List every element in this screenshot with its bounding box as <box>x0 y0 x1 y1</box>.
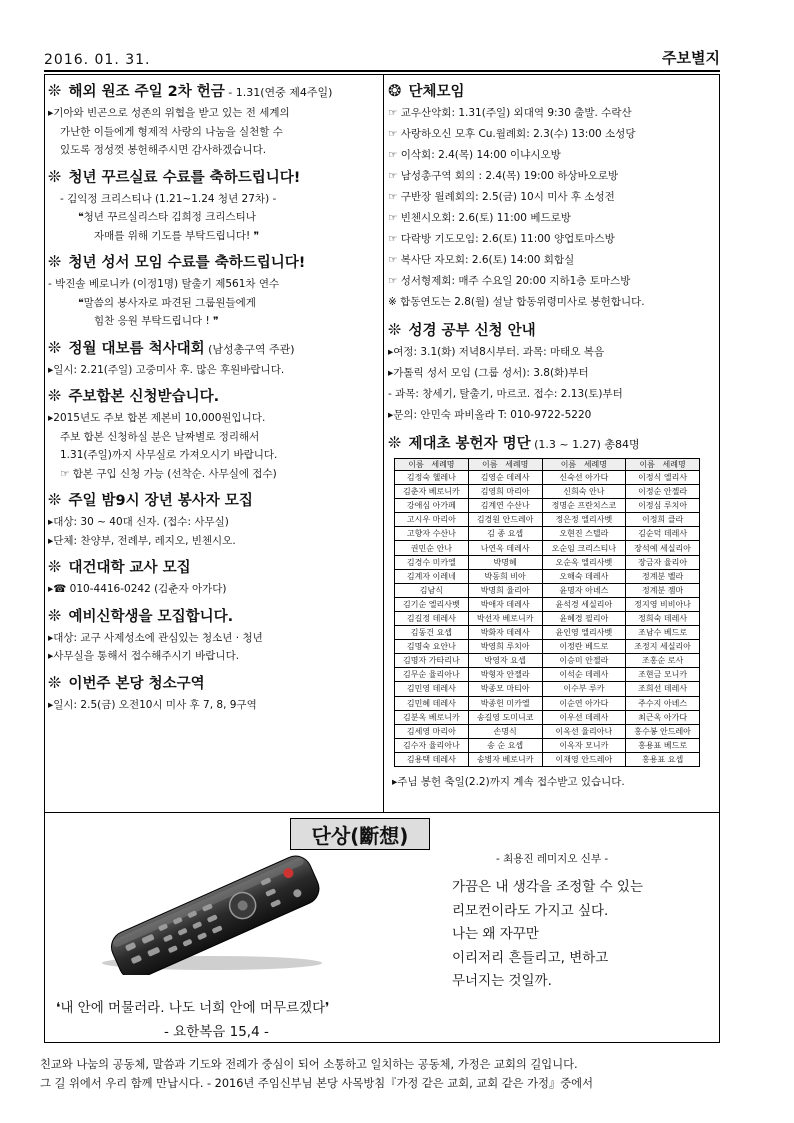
section-line: ❝말씀의 봉사자로 파견된 그룹원들에게 <box>78 296 256 309</box>
table-row <box>395 696 700 710</box>
asterisk-icon: ❊ <box>48 557 62 576</box>
scripture-quote: ❛내 안에 머물러라. 나도 너희 안에 머무르겠다❜ <box>56 1000 330 1016</box>
donor-table-body <box>395 471 700 767</box>
donor-cell: 정지영 비비아나 <box>626 597 700 611</box>
pointing-hand-icon: ☞ <box>388 254 398 266</box>
donor-cell: 김민혜 데레사 <box>395 696 469 710</box>
poem-line: 가끔은 내 생각을 조정할 수 있는 <box>452 879 643 895</box>
section-title: 예비신학생을 모집합니다. <box>68 608 234 625</box>
section-title: 주보합본 신청받습니다. <box>68 389 220 405</box>
group-meeting-item <box>388 124 716 145</box>
donor-cell: 이재영 안드레아 <box>542 752 626 766</box>
poem-line: 이리저리 흔들리고, 변하고 <box>452 949 609 966</box>
table-row <box>395 640 700 654</box>
table-row <box>395 710 700 724</box>
notice-section <box>48 672 378 715</box>
section-line: 주보 합본 신청하실 분은 날짜별로 정리해서 <box>60 430 260 443</box>
donor-cell: 이정식 엘리사 <box>626 471 700 485</box>
donors-title: 제대초 봉헌자 명단 <box>408 436 531 452</box>
section-title: 대건대학 교사 모집 <box>68 560 191 576</box>
donor-cell: 오순임 크리스티나 <box>542 541 626 555</box>
donor-cell: 김명자 가타리나 <box>395 654 469 668</box>
asterisk-icon: ❊ <box>48 605 62 625</box>
group-meeting-item <box>388 103 716 124</box>
group-meeting-text: 이삭회: 2.4(목) 14:00 이냐시오방 <box>400 149 561 161</box>
group-meeting-text: 복사단 자모회: 2.6(토) 14:00 회합실 <box>400 254 575 266</box>
donor-cell: 박애자 데레사 <box>468 597 542 611</box>
section-line: ▸대상: 30 ~ 40대 신자. (접수: 사무실) <box>48 516 229 528</box>
parish-motto <box>40 1055 730 1093</box>
donor-cell: 홍용표 요셉 <box>626 752 700 766</box>
table-row <box>395 668 700 682</box>
asterisk-icon: ❊ <box>48 81 62 100</box>
donor-cell: 이옥선 율리아나 <box>542 724 626 738</box>
donor-cell: 이옥자 모니카 <box>542 738 626 752</box>
donor-cell: 김영희 마리아 <box>468 485 542 499</box>
asterisk-icon: ❊ <box>48 490 62 509</box>
group-meeting-item <box>388 229 716 250</box>
donor-cell: 오현진 스텔라 <box>542 527 626 541</box>
section-subtitle: - 1.31(연중 제4주일) <box>224 86 333 99</box>
groups-list <box>388 103 716 313</box>
table-row <box>395 724 700 738</box>
table-row <box>395 569 700 583</box>
section-line: ▸2015년도 주보 합본 제본비 10,000원입니다. <box>48 412 266 424</box>
bible-study-item: ▸여정: 3.1(화) 저녁8시부터. 과목: 마태오 복음 <box>388 346 605 358</box>
motto-line-1: 친교와 나눔의 공동체, 말씀과 기도와 전례가 중심이 되어 소통하고 일치하는 공동체, 가정은 교회의 길입니다. <box>40 1058 578 1071</box>
donor-cell: 신희숙 안나 <box>542 485 626 499</box>
notice-section <box>48 337 378 380</box>
donor-cell: 오해숙 데레사 <box>542 569 626 583</box>
donor-cell: 김정숙 헬레나 <box>395 471 469 485</box>
table-row <box>395 611 700 625</box>
donor-cell: 박화자 데레사 <box>468 626 542 640</box>
donors-note: ▸주님 봉헌 축일(2.2)까지 계속 접수받고 있습니다. <box>392 775 625 788</box>
donor-cell: 정계분 젬마 <box>626 583 700 597</box>
table-row <box>395 513 700 527</box>
asterisk-icon: ❊ <box>388 320 402 339</box>
section-line: ▸기아와 빈곤으로 성존의 위협을 받고 있는 전 세계의 <box>48 107 290 119</box>
pointing-hand-icon: ☞ <box>388 233 398 245</box>
section-subtitle: (남성총구역 주관) <box>204 342 295 356</box>
table-row <box>395 752 700 766</box>
donor-cell: 나연옥 데레사 <box>468 541 542 555</box>
group-meeting-item <box>388 292 716 313</box>
donor-cell: 주수지 아녜스 <box>626 696 700 710</box>
donor-cell: 김계연 수산나 <box>468 499 542 513</box>
donor-cell: 박영자 요셉 <box>468 654 542 668</box>
table-row <box>395 541 700 555</box>
group-meeting-item <box>388 208 716 229</box>
notice-section <box>48 605 378 666</box>
section-line: ▸☎ 010-4416-0242 (김춘자 아가다) <box>48 583 227 595</box>
donor-cell: 강애심 아가페 <box>395 499 469 513</box>
donor-cell: 이수부 루카 <box>542 682 626 696</box>
table-row <box>395 555 700 569</box>
groups-icon: ❂ <box>388 81 402 100</box>
donor-cell: 송 순 요셉 <box>468 738 542 752</box>
donor-cell: 정계분 벨라 <box>626 569 700 583</box>
donor-cell: 조희선 데레사 <box>626 682 700 696</box>
group-meeting-text: 성서형제회: 매주 수요일 20:00 지하1층 토마스방 <box>400 275 631 287</box>
section-line: 1.31(주일)까지 사무실로 가져오시기 바랍니다. <box>60 449 278 461</box>
issue-date: 2016. 01. 31. <box>44 52 151 68</box>
section-line: ❝청년 꾸르실리스타 김희정 크리스티나 <box>78 211 256 223</box>
section-line: - 박진솔 베로니카 (이정1명) 탈출기 제561차 연수 <box>48 278 280 290</box>
donor-column-header: 이름 세례명 <box>626 459 700 471</box>
donor-cell: 김춘자 베로니카 <box>395 485 469 499</box>
section-title: 정월 대보름 척사대회 <box>68 340 205 357</box>
section-title: 청년 성서 모임 수료를 축하드립니다! <box>68 255 306 271</box>
donor-cell: 권민순 안나 <box>395 541 469 555</box>
remote-control-image <box>94 845 334 975</box>
asterisk-icon: ❊ <box>388 433 402 452</box>
section-line: - 김익정 크리스티나 (1.21~1.24 청년 27차) - <box>60 192 277 205</box>
donor-cell: 김경원 안드레아 <box>468 513 542 527</box>
section-line: ▸일시: 2.5(금) 오전10시 미사 후 7, 8, 9구역 <box>48 698 257 711</box>
section-line: ▸단체: 찬양부, 전례부, 레지오, 빈첸시오. <box>48 534 236 547</box>
donor-cell: 김경수 미카엘 <box>395 555 469 569</box>
donor-cell: 윤명자 아녜스 <box>542 583 626 597</box>
section-line: 자매를 위해 기도를 부탁드립니다! ❞ <box>94 229 260 242</box>
meditation-author: - 최용진 레미지오 신부 - <box>496 853 609 865</box>
group-meeting-item <box>388 250 716 271</box>
motto-line-2: 그 길 위에서 우리 함께 만납시다. - 2016년 주임신부님 본당 사목방침『가정 같은 교회, 교회 같은 가정』중에서 <box>40 1077 593 1090</box>
donor-cell: 고향자 수산나 <box>395 527 469 541</box>
donor-cell: 박동희 비아 <box>468 569 542 583</box>
donor-cell: 이정란 베드로 <box>542 640 626 654</box>
groups-title: 단체모임 <box>408 84 465 100</box>
donor-cell: 박종모 마티아 <box>468 682 542 696</box>
donor-cell: 홍용표 베드로 <box>626 738 700 752</box>
bible-study-item: - 과목: 창세기, 탈출기, 마르코. 접수: 2.13(토)부터 <box>388 388 623 400</box>
pointing-hand-icon: ☞ <box>388 107 398 119</box>
donor-cell: 김분옥 베로니카 <box>395 710 469 724</box>
donor-cell: 박형자 안젤라 <box>468 668 542 682</box>
asterisk-icon: ❊ <box>48 337 62 357</box>
group-meeting-text: 교우산악회: 1.31(주일) 외대역 9:30 출발. 수락산 <box>400 107 632 119</box>
donor-cell: 박선자 베로니카 <box>468 611 542 625</box>
donor-cell: 홍수봉 안드레아 <box>626 724 700 738</box>
donor-table <box>394 458 700 767</box>
donor-cell: 조남수 베드로 <box>626 626 700 640</box>
group-meeting-text: 구반장 월례회의: 2.5(금) 10시 미사 후 소성전 <box>400 191 615 203</box>
donor-cell: 송병자 베로니카 <box>468 752 542 766</box>
pointing-hand-icon: ☞ <box>388 275 398 287</box>
table-row <box>395 738 700 752</box>
donor-cell: 이우선 데레사 <box>542 710 626 724</box>
donor-cell: 정희숙 데레사 <box>626 611 700 625</box>
pointing-hand-icon: ☞ <box>388 191 398 203</box>
group-meeting-item <box>388 271 716 292</box>
donor-cell: 장석예 세실리아 <box>626 541 700 555</box>
donor-cell: 김용택 데레사 <box>395 752 469 766</box>
bible-title: 성경 공부 신청 안내 <box>408 323 536 339</box>
notice-section <box>48 385 378 483</box>
group-meeting-item <box>388 145 716 166</box>
donor-cell: 이정심 루치아 <box>626 499 700 513</box>
table-row <box>395 527 700 541</box>
poem-line: 나는 왜 자꾸만 <box>452 926 539 942</box>
publication-title: 주보별지 <box>662 49 720 67</box>
donor-cell: 정은정 엘리사벳 <box>542 513 626 527</box>
donor-cell: 김계자 이레네 <box>395 569 469 583</box>
scripture-reference: - 요한복음 15,4 - <box>164 1024 269 1040</box>
donor-cell: 김순덕 데레사 <box>626 527 700 541</box>
table-row <box>395 471 700 485</box>
section-line: ☞ 합본 구입 신청 가능 (선착순. 사무실에 접수) <box>60 467 277 480</box>
donor-cell: 손명식 <box>468 724 542 738</box>
section-title: 해외 원조 주일 2차 헌금 <box>68 84 225 100</box>
meditation-title-text: 단상(斷想) <box>311 823 409 848</box>
donor-cell: 장금자 율리아 <box>626 555 700 569</box>
donor-cell: 윤석경 세실리아 <box>542 597 626 611</box>
section-line: 있도록 정성껏 봉헌해주시면 감사하겠습니다. <box>60 144 267 156</box>
donor-cell: 김민영 데레사 <box>395 682 469 696</box>
donor-cell: 김 종 요셉 <box>468 527 542 541</box>
donor-cell: 김세영 마리아 <box>395 724 469 738</box>
section-line: 힘찬 응원 부탁드립니다 ! ❞ <box>94 315 219 327</box>
donor-cell: 이석순 데레사 <box>542 668 626 682</box>
donor-cell: 김수자 율리아나 <box>395 738 469 752</box>
donor-cell: 이승미 안젤라 <box>542 654 626 668</box>
section-title: 청년 꾸르실료 수료를 축하드립니다! <box>68 169 301 186</box>
donor-cell: 조현금 모니카 <box>626 668 700 682</box>
left-column <box>48 80 378 720</box>
section-line: ▸사무실을 통해서 접수해주시기 바랍니다. <box>48 650 240 662</box>
poem-line: 리모컨이라도 가지고 싶다. <box>452 902 609 919</box>
group-meeting-text: 빈첸시오회: 2.6(토) 11:00 베드로방 <box>400 212 571 224</box>
donor-cell: 정명순 프란치스코 <box>542 499 626 513</box>
pointing-hand-icon: ☞ <box>388 212 398 224</box>
donor-cell: 윤혜경 필리아 <box>542 611 626 625</box>
donor-cell: 김동건 요셉 <box>395 626 469 640</box>
group-meeting-text: 남성총구역 회의 : 2.4(목) 19:00 하상바오로방 <box>400 170 619 182</box>
donor-cell: 박명혜 <box>468 555 542 569</box>
pointing-hand-icon: ☞ <box>388 149 398 161</box>
donor-cell: 고시우 마리아 <box>395 513 469 527</box>
table-row <box>395 597 700 611</box>
table-row <box>395 626 700 640</box>
asterisk-icon: ❊ <box>48 166 62 186</box>
section-line: 가난한 이들에게 형제적 사랑의 나눔을 실천할 수 <box>60 125 283 138</box>
table-row <box>395 485 700 499</box>
donors-section <box>388 432 716 791</box>
donor-cell: 윤인영 엘리사벳 <box>542 626 626 640</box>
group-meeting-item <box>388 166 716 187</box>
donor-cell: 김길정 데레사 <box>395 611 469 625</box>
donor-cell: 박영희 루치아 <box>468 640 542 654</box>
notice-section <box>48 166 378 246</box>
header-rule <box>44 70 720 72</box>
pointing-hand-icon: ☞ <box>388 170 398 182</box>
donor-cell: 이정순 안젤라 <box>626 485 700 499</box>
bible-list <box>388 342 716 426</box>
donor-column-header: 이름 세례명 <box>542 459 626 471</box>
donor-cell: 김남식 <box>395 583 469 597</box>
donor-cell: 김무순 율리아나 <box>395 668 469 682</box>
asterisk-icon: ❊ <box>48 252 62 271</box>
group-meeting-text: 합동연도는 2.8(월) 설날 합동위령미사로 봉헌합니다. <box>400 296 645 308</box>
section-line: ▸대상: 교구 사제성소에 관심있는 청소년 · 청년 <box>48 631 263 644</box>
page-header <box>44 40 720 68</box>
donor-cell: 김기순 엘리사벳 <box>395 597 469 611</box>
donor-cell: 오순옥 엘리사벳 <box>542 555 626 569</box>
right-column <box>388 80 716 797</box>
donor-cell: 김영순 데레사 <box>468 471 542 485</box>
donors-subtitle: (1.3 ~ 1.27) 총84명 <box>530 438 640 451</box>
donor-cell: 조홍순 로사 <box>626 654 700 668</box>
group-meeting-text: 다락방 기도모임: 2.6(토) 11:00 양업토마스방 <box>400 233 615 245</box>
donor-cell: 김명숙 요안나 <box>395 640 469 654</box>
notice-section <box>48 489 378 550</box>
pointing-hand-icon: ※ <box>388 296 397 308</box>
groups-section <box>388 80 716 313</box>
notice-section <box>48 80 378 160</box>
donor-cell: 박종헌 미카엘 <box>468 696 542 710</box>
section-title: 이번주 본당 청소구역 <box>68 675 205 692</box>
bible-section <box>388 319 716 426</box>
donor-table-header <box>395 459 700 471</box>
asterisk-icon: ❊ <box>48 672 62 692</box>
donor-cell: 박명희 율리아 <box>468 583 542 597</box>
section-title: 주일 밤9시 장년 봉사자 모집 <box>68 493 253 509</box>
group-meeting-text: 사랑하오신 모후 Cu.월례회: 2.3(수) 13:00 소성당 <box>400 128 636 140</box>
donor-cell: 송길영 도미니코 <box>468 710 542 724</box>
donor-cell: 최근옥 아가다 <box>626 710 700 724</box>
donor-cell: 이순연 아가다 <box>542 696 626 710</box>
notice-section <box>48 251 378 331</box>
donor-cell: 이정희 클라 <box>626 513 700 527</box>
notice-section <box>48 556 378 599</box>
donor-column-header: 이름 세례명 <box>395 459 469 471</box>
table-row <box>395 682 700 696</box>
poem-line: 무너지는 것일까. <box>452 973 552 989</box>
meditation-poem <box>452 876 643 994</box>
asterisk-icon: ❊ <box>48 386 62 405</box>
column-divider <box>383 74 384 813</box>
table-row <box>395 499 700 513</box>
section-line: ▸일시: 2.21(주일) 고중미사 후. 많은 후원바랍니다. <box>48 363 285 376</box>
pointing-hand-icon: ☞ <box>388 128 398 140</box>
group-meeting-item <box>388 187 716 208</box>
table-row <box>395 654 700 668</box>
table-row <box>395 583 700 597</box>
bible-study-item: ▸가톨릭 성서 모임 (그룹 성서): 3.8(화)부터 <box>388 367 589 379</box>
donor-cell: 조정지 세실리아 <box>626 640 700 654</box>
donor-column-header: 이름 세례명 <box>468 459 542 471</box>
bible-study-item: ▸문의: 안민숙 파비올라 T: 010-9722-5220 <box>388 409 592 421</box>
donor-cell: 신숙선 아가다 <box>542 471 626 485</box>
